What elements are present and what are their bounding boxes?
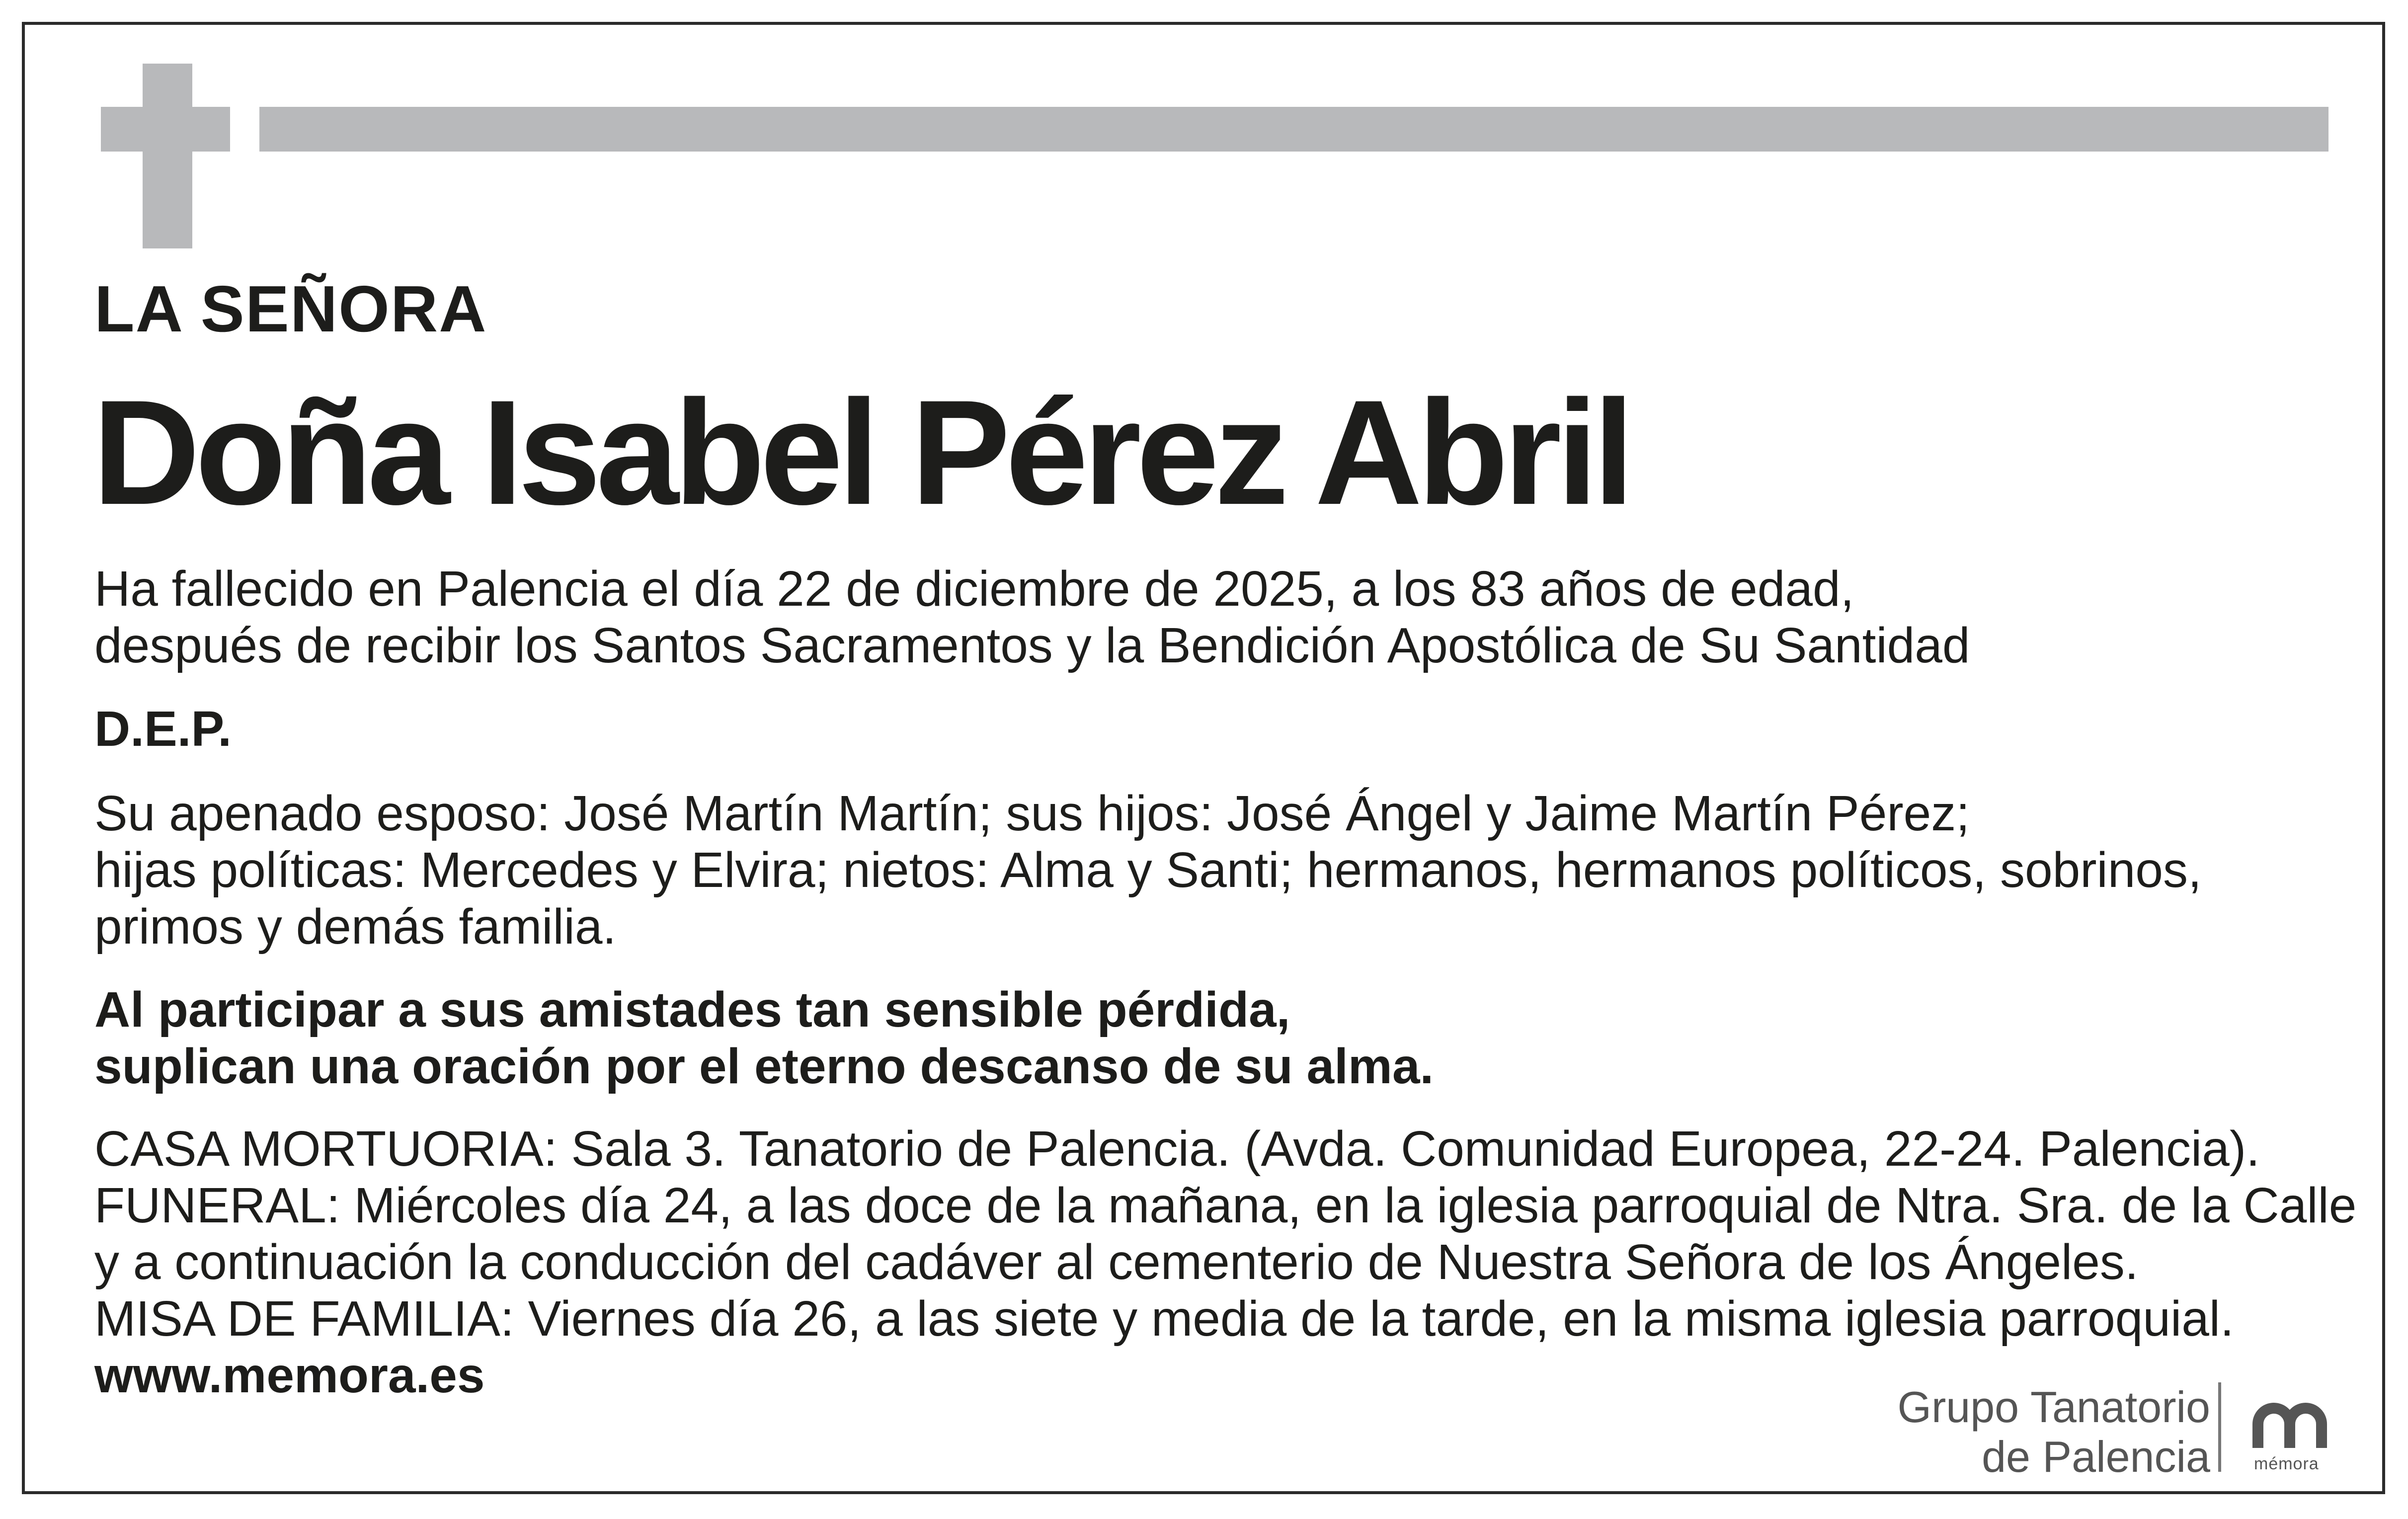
family-list [94,785,2202,955]
honorific: LA SEÑORA [94,272,487,345]
service-line: y a continuación la conducción del cadáver al cementerio de Nuestra Señora de los Ángeles. [94,1234,2139,1290]
funeral-home-name [1898,1382,2210,1482]
deceased-name: Doña Isabel Pérez Abril [92,369,1630,536]
intro-line: Ha fallecido en Palencia el día 22 de diciembre de 2025, a los 83 años de edad, [94,561,1854,617]
service-line: MISA DE FAMILIA: Viernes día 26, a las siete y media de la tarde, en la misma iglesia parroquial. [94,1291,2234,1347]
memora-logo-word: mémora [2254,1454,2319,1473]
intro-line: después de recibir los Santos Sacramentos y la Bendición Apostólica de Su Santidad [94,618,1970,673]
funeral-home-line: Grupo Tanatorio [1897,1382,2210,1432]
service-line: CASA MORTUORIA: Sala 3. Tanatorio de Palencia. (Avda. Comunidad Europea, 22-24. Palencia). [94,1121,2260,1177]
service-details [94,1120,2356,1404]
prayer-line: suplican una oración por el eterno descanso de su alma. [94,1039,1434,1094]
service-line: FUNERAL: Miércoles día 24, a las doce de la mañana, en la iglesia parroquial de Ntra. Sra. de la Calle [94,1178,2357,1233]
death-announcement [94,560,1970,674]
cross-icon-arm [101,107,230,152]
family-line: Su apenado esposo: José Martín Martín; sus hijos: José Ángel y Jaime Martín Pérez; [94,786,1970,841]
header-rule [259,107,2328,152]
family-line: primos y demás familia. [94,899,617,955]
prayer-request [94,981,1434,1095]
dep-text: D.E.P. [94,701,232,757]
prayer-line: Al participar a sus amistades tan sensible pérdida, [94,982,1290,1038]
cross-icon [143,64,192,248]
website-link[interactable]: www.memora.es [94,1348,485,1403]
funeral-home-line: de Palencia [1982,1432,2210,1481]
logo-divider [2218,1382,2221,1472]
family-line: hijas políticas: Mercedes y Elvira; nietos: Alma y Santi; hermanos, hermanos políticos, sobrinos, [94,842,2202,898]
